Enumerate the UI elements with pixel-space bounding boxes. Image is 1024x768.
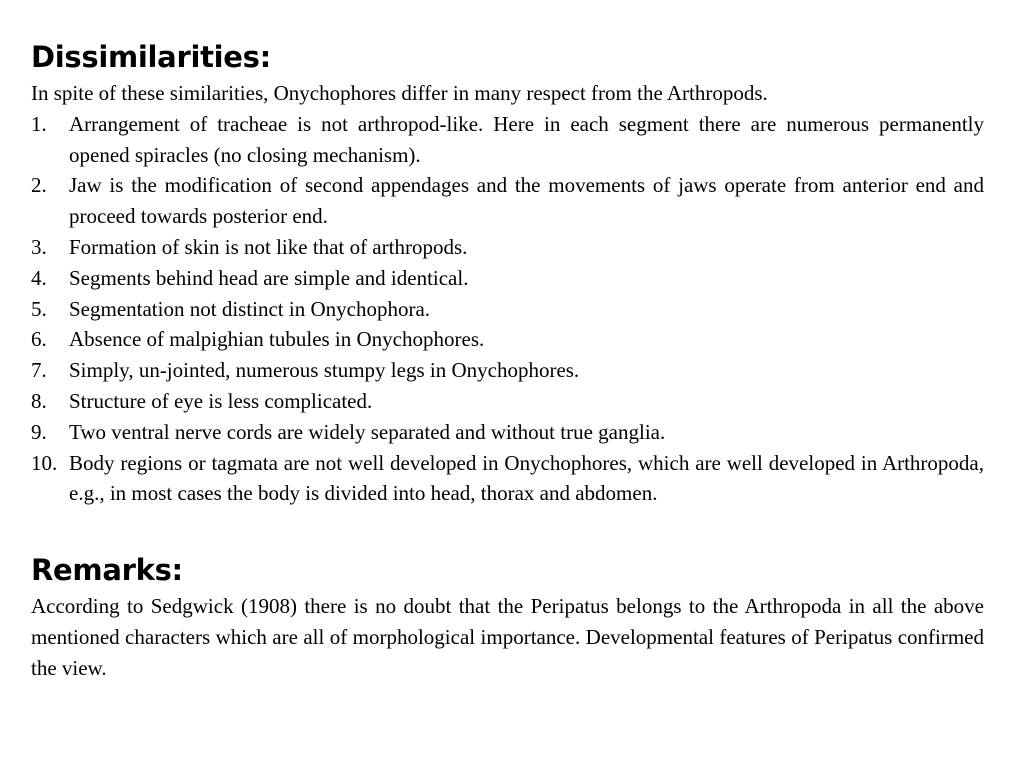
list-item-number: 6. [31,327,47,352]
list-item [31,386,984,417]
list-item [31,294,984,325]
dissimilarities-heading: Dissimilarities: [31,40,271,74]
list-item-text: Simply, un-jointed, numerous stumpy legs in Onychophores. [69,358,580,383]
list-item [31,355,984,386]
list-item-text: Absence of malpighian tubules in Onychophores. [69,327,485,352]
list-item [31,232,984,263]
list-item [31,448,984,510]
list-item-number: 8. [31,388,47,413]
dissimilarities-list [31,109,984,509]
list-item-number: 4. [31,265,47,290]
list-item [31,263,984,294]
list-item-text: Segmentation not distinct in Onychophora. [69,296,431,321]
remarks-text: According to Sedgwick (1908) there is no doubt that the Peripatus belongs to the Arthropoda in all the above mentioned characters which are all of morphological importance. Developmental features of Peripatus confirmed the view. [31,594,984,680]
section-spacer [31,509,984,539]
list-item-text: Jaw is the modification of second appendages and the movements of jaws operate from anterior end and proceed towards posterior end. [69,173,984,229]
list-item-number: 10. [31,450,58,475]
list-item-number: 9. [31,419,47,444]
list-item-number: 5. [31,296,47,321]
list-item [31,109,984,171]
list-item-text: Two ventral nerve cords are widely separated and without true ganglia. [69,419,666,444]
list-item-text: Formation of skin is not like that of arthropods. [69,234,468,259]
list-item-text: Segments behind head are simple and identical. [69,265,469,290]
list-item [31,324,984,355]
list-item [31,417,984,448]
list-item-text: Arrangement of tracheae is not arthropod-like. Here in each segment there are numerous permanently opened spiracles (no closing mechanism). [69,111,984,167]
list-item [31,170,984,232]
dissimilarities-intro: In spite of these similarities, Onychophores differ in many respect from the Arthropods. [31,81,768,105]
list-item-number: 1. [31,111,47,136]
list-item-number: 7. [31,358,47,383]
remarks-heading: Remarks: [31,553,183,588]
list-item-number: 2. [31,173,47,198]
list-item-text: Body regions or tagmata are not well developed in Onychophores, which are well developed in Arthropoda, e.g., in most cases the body is divided into head, thorax and abdomen. [69,450,984,506]
list-item-number: 3. [31,234,47,259]
list-item-text: Structure of eye is less complicated. [69,388,373,413]
